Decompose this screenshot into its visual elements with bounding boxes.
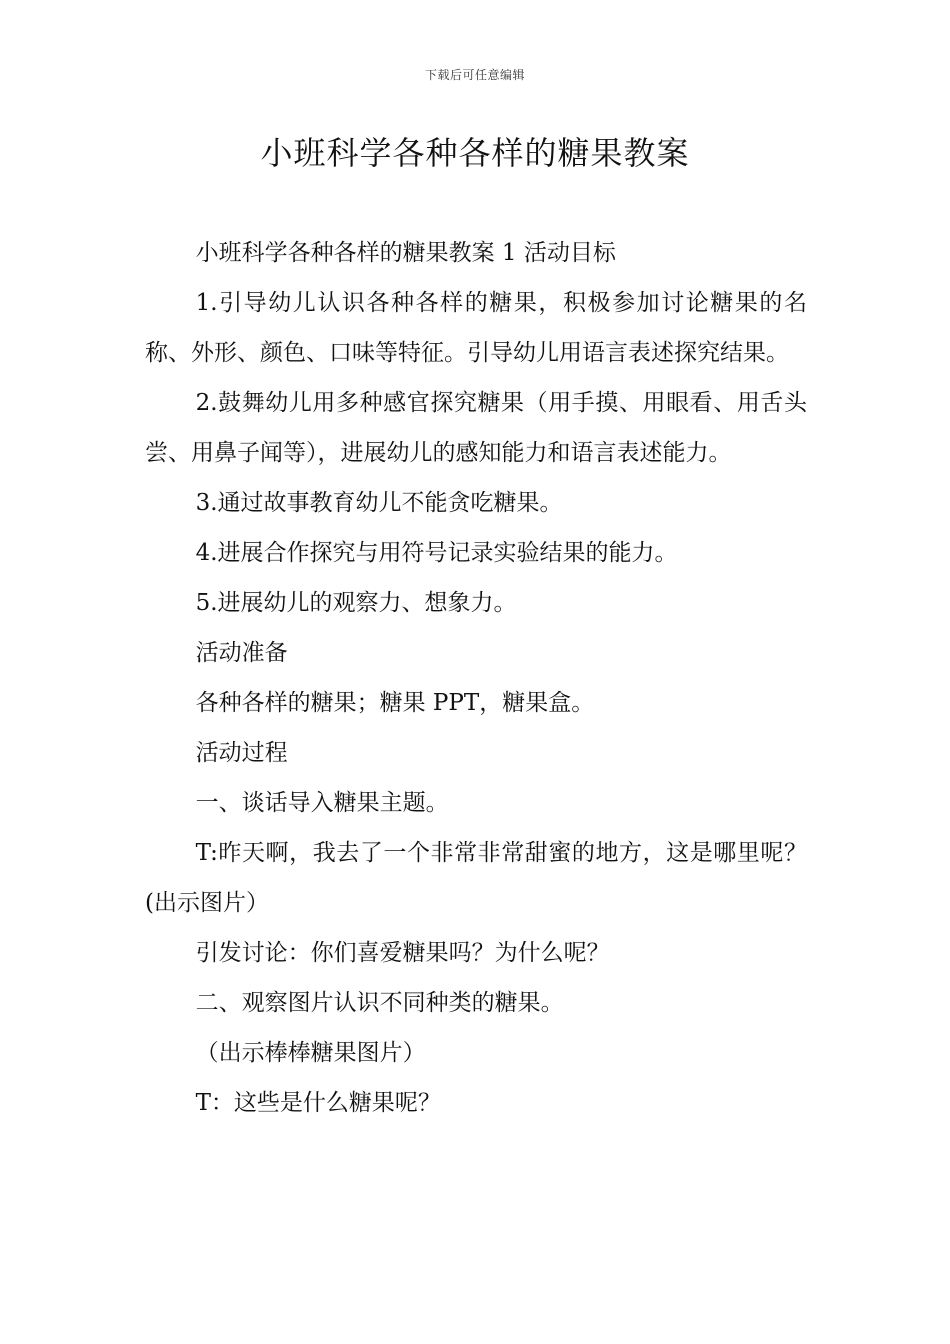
section-heading: 活动准备 <box>195 640 288 666</box>
page-header-note: 下载后可任意编辑 <box>424 68 525 82</box>
section-heading: 活动过程 <box>195 740 288 766</box>
paragraph: 引发讨论：你们喜爱糖果吗？为什么呢？ <box>195 940 610 966</box>
paragraph: （出示棒棒糖果图片） <box>195 1040 426 1066</box>
paragraph: 2.鼓舞幼儿用多种感官探究糖果（用手摸、用眼看、用舌头尝、用鼻子闻等），进展幼儿的感知能力和语言表述能力。 <box>145 390 807 466</box>
paragraph: 小班科学各种各样的糖果教案 1 活动目标 <box>195 240 616 266</box>
document-title: 小班科学各种各样的糖果教案 <box>260 134 690 172</box>
paragraph: 各种各样的糖果；糖果 PPT，糖果盒。 <box>195 690 595 716</box>
paragraph: 4.进展合作探究与用符号记录实验结果的能力。 <box>195 540 678 566</box>
paragraph: 5.进展幼儿的观察力、想象力。 <box>195 590 517 616</box>
paragraph: T：这些是什么糖果呢？ <box>195 1090 441 1116</box>
paragraph: 3.通过故事教育幼儿不能贪吃糖果。 <box>195 490 563 516</box>
paragraph: 一、谈话导入糖果主题。 <box>195 790 449 816</box>
paragraph: 二、观察图片认识不同种类的糖果。 <box>195 990 564 1016</box>
document-body <box>145 228 807 1128</box>
paragraph: 1.引导幼儿认识各种各样的糖果，积极参加讨论糖果的名称、外形、颜色、口味等特征。引导幼儿用语言表述探究结果。 <box>145 290 807 366</box>
paragraph: T:昨天啊，我去了一个非常非常甜蜜的地方，这是哪里呢？(出示图片） <box>145 840 807 916</box>
